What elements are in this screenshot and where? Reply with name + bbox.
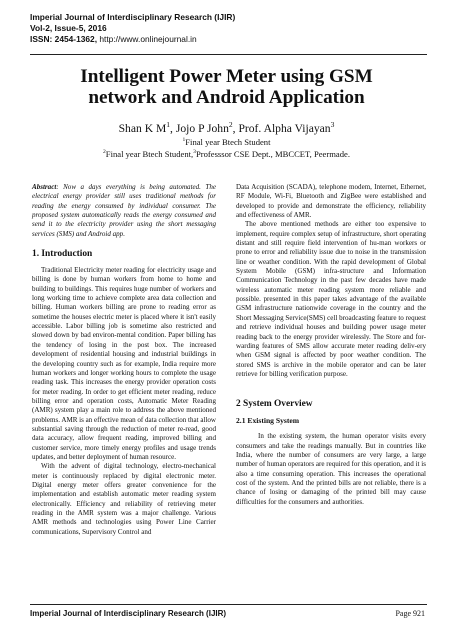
author-2-sup: 2: [228, 120, 233, 130]
left-column: [32, 183, 216, 537]
abstract: [32, 183, 216, 239]
footer-divider: [30, 604, 427, 605]
author-1-sup: 1: [166, 120, 171, 130]
abstract-text: : Now a days everything is being automated. The electrical energy provider still uses traditional methods for reading the energy consumed by individual consumer. The proposed system automatically reads the energy consumed and send it to the electricity provider using the short messaging services (SMS) and Android app.: [32, 183, 216, 238]
title-line-2: network and Android Application: [88, 87, 365, 108]
journal-url[interactable]: http://www.onlinejournal.in: [97, 34, 197, 44]
author-list: [20, 122, 433, 136]
section-2-1-heading: 2.1 Existing System: [236, 416, 300, 426]
title-line-1: Intelligent Power Meter using GSM: [80, 66, 373, 87]
intro-paragraph-2: With the advent of digital technology, electro-mechanical meter is continuously replaced by digital electronic meter. Digital energy meter offers greater convenience for the implementation and establish automatic meter reading system electronically. Efficiency and reliability of retrieving meter reading in the AMR system was a major challenge. Various AMR methods and technologies using Power Line Carrier communications, Supervisory Control and: [32, 462, 216, 536]
header-divider: [30, 54, 427, 55]
existing-system-paragraph: In the existing system, the human operator visits every consumers and take the readings manually. But in countries like India, where the number of consumers are very large, a large number of human operators are required for this operation, and it is also a time consuming operation. This increases the operational cost of the system. And the printed bills are not reliable, there is a chance of losing or damaging of the printed bill may cause difficulties for the consumers and authorities.: [236, 432, 426, 506]
affiliation-2: [20, 149, 433, 160]
journal-name: Imperial Journal of Interdisciplinary Research (IJIR): [30, 12, 236, 22]
affiliation-2-text-b: Professsor CSE Dept., MBCCET, Peermade.: [195, 149, 350, 159]
intro-paragraph-1: Traditional Electricity meter reading for electricity usage and billing is done by human workers from home to home and building to buildings. This requires huge number of workers and long working time to achieve complete area data collection and billing. Human workers billing are prone to reading error as sometime the houses electric meter is placed where it isn't easily accessible. Labor billing job is sometime also restricted and slowed down by bad environ-mental condition. Paper billing has the tendency of losing in the post box. The increased development of residential housing and industrial buildings in the developing country such as for example, India require more human workers and longer working hours to complete the usage reading task. This increases the energy provider operation costs for meter reading. In order to get efficient meter reading, reduce billing error and operation costs, Automatic Meter Reading (AMR) system play a main role to address the above mentioned problems. AMR is an effective mean of data collection that allow substantial saving through the reduction of meter re-read, good data accuracy, allow frequent reading, improved billing and customer service, more timely energy profiles and usage trends updates, and better deployment of human resource.: [32, 266, 217, 461]
affiliation-2-sup-b: 3: [193, 149, 196, 156]
section-2-heading: 2 System Overview: [236, 399, 313, 410]
page-number: Page 921: [395, 609, 425, 618]
journal-issn-line: [30, 34, 235, 45]
affiliation-1: [20, 137, 433, 148]
affiliation-2-text-a: Final year Btech Student,: [105, 149, 194, 159]
journal-volume: Vol-2, Issue-5, 2016: [30, 23, 107, 33]
intro-paragraph-4: The above mentioned methods are either too expensive to implement, require complex setup of infrastructure, short operating distant and still require field intervention of hu-man workers or prone to error and reliability issue due to noise in the transmission line or weather condition. With the rapid development of Global System Mobile (GSM) infra-structure and Information Communication Technology in the past few decades have made wireless automatic meter reading system more reliable and possible. presented in this paper takes advantage of the available GSM infrastructure nationwide coverage in the country and the Short Messaging Service(SMS) cell broadcasting feature to request and retrieve individual houses and building power usage meter reading back to the energy provider wirelessly. The Store and for-warding features of SMS allow accurate meter reading deliv-ery when GSM signal is affected by poor weather condition. The stored SMS is archive in the mobile operator and can be later retrieve for billing verification purpose.: [236, 220, 426, 378]
author-3-sup: 3: [330, 120, 335, 130]
author-1: Shan K M: [118, 122, 167, 135]
journal-issn: ISSN: 2454-1362,: [30, 34, 98, 44]
affiliation-1-sup: 1: [182, 137, 186, 144]
author-3: , Prof. Alpha Vijayan: [232, 122, 331, 135]
intro-paragraph-3: Data Acquisition (SCADA), telephone modem, Internet, Ethernet, RF Module, Wi-Fi, Bluetooth and ZigBee were established and developed to provide and demonstrate the efficiency, reliability and effectiveness of AMR.: [236, 183, 426, 220]
section-1-heading: 1. Introduction: [32, 249, 93, 260]
journal-header: [30, 12, 235, 45]
affiliation-1-text: Final year Btech Student: [185, 137, 271, 147]
right-column: [236, 183, 426, 507]
affiliation-2-sup-a: 2: [103, 149, 106, 156]
abstract-label: Abstract: [32, 183, 57, 191]
section-gap: [236, 379, 426, 389]
paper-title: [20, 66, 433, 108]
footer-journal: Imperial Journal of Interdisciplinary Research (IJIR): [30, 609, 227, 618]
author-2: , Jojo P John: [170, 122, 229, 135]
